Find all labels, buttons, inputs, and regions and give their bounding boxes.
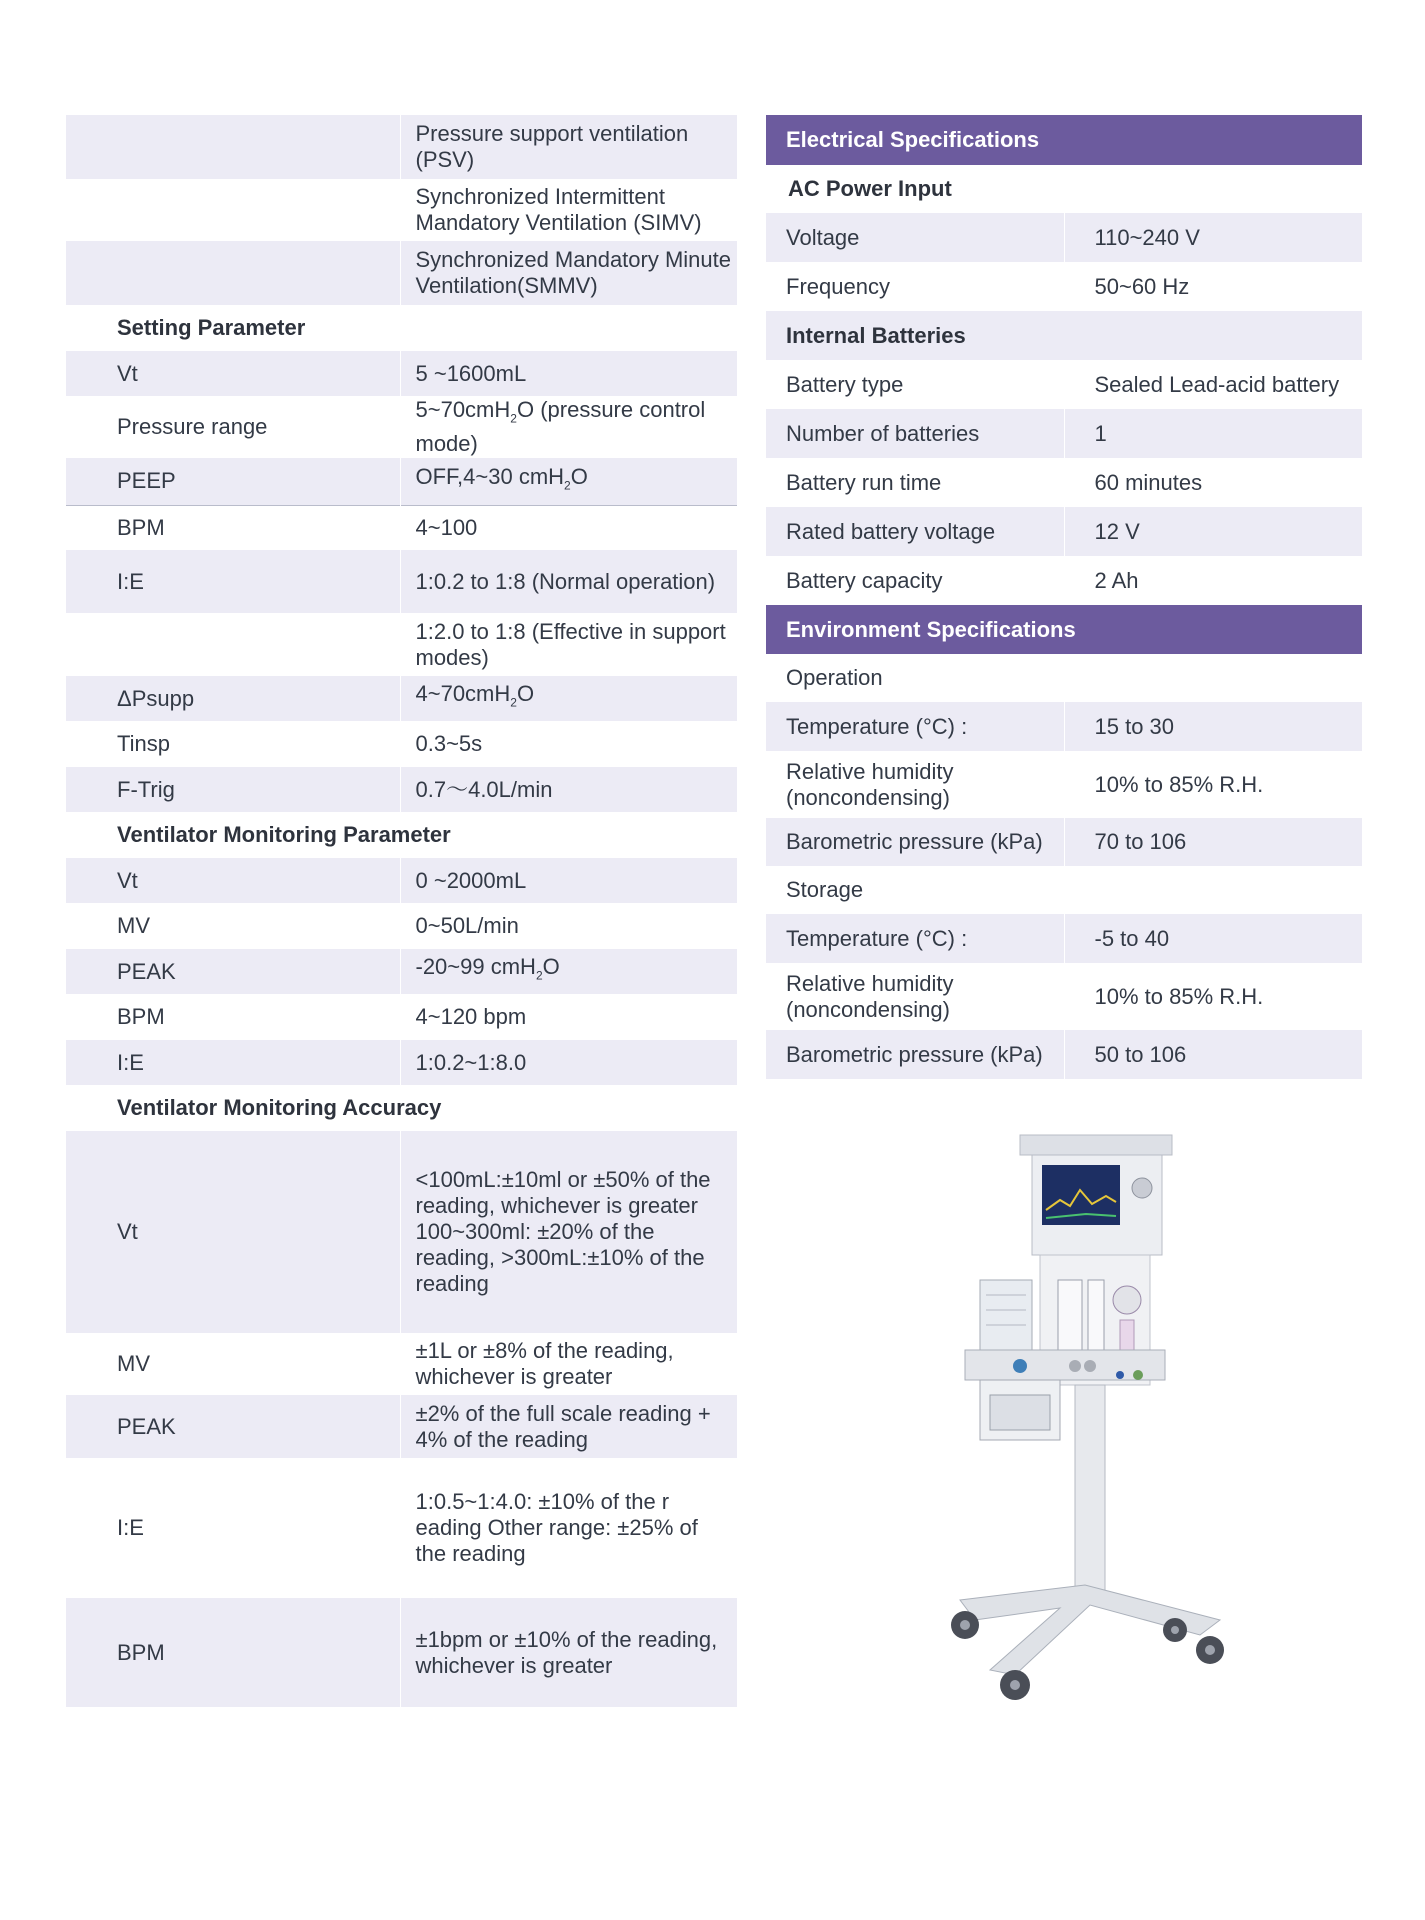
param-label: Vt xyxy=(66,351,400,396)
table-row xyxy=(66,903,737,949)
param-label: MV xyxy=(66,1333,400,1395)
section-row xyxy=(66,812,737,858)
spec-value: 2 Ah xyxy=(1064,556,1362,605)
table-row xyxy=(766,702,1362,751)
param-label: ΔPsupp xyxy=(66,676,400,721)
param-label: I:E xyxy=(66,1040,400,1085)
spec-label: Battery type xyxy=(766,360,1064,409)
table-row xyxy=(66,949,737,994)
ventilation-spec-table xyxy=(66,115,737,1707)
section-row xyxy=(766,165,1362,213)
param-value: ±1L or ±8% of the reading, whichever is greater xyxy=(400,1333,737,1395)
table-row xyxy=(766,914,1362,963)
electrical-header: Electrical Specifications xyxy=(766,115,1362,165)
param-value: 0 ~2000mL xyxy=(400,858,737,903)
spec-label: Temperature (°C) : xyxy=(766,914,1064,963)
param-value: 0~50L/min xyxy=(400,903,737,949)
spec-label: Temperature (°C) : xyxy=(766,702,1064,751)
table-row xyxy=(766,507,1362,556)
spec-value: 15 to 30 xyxy=(1064,702,1362,751)
section-title: Ventilator Monitoring Parameter xyxy=(66,812,737,858)
spec-value: 10% to 85% R.H. xyxy=(1064,963,1362,1030)
table-row xyxy=(766,818,1362,866)
mode-row xyxy=(66,179,737,241)
spec-value: 110~240 V xyxy=(1064,213,1362,262)
table-row xyxy=(766,866,1362,914)
table-row xyxy=(766,1030,1362,1079)
table-row xyxy=(66,721,737,767)
section-row xyxy=(66,305,737,351)
table-row xyxy=(766,654,1362,702)
table-row xyxy=(766,360,1362,409)
param-label: PEAK xyxy=(66,1395,400,1458)
spec-label: Frequency xyxy=(766,262,1064,311)
param-value: 0.3~5s xyxy=(400,721,737,767)
spec-value: Sealed Lead-acid battery xyxy=(1064,360,1362,409)
param-label: I:E xyxy=(66,1458,400,1598)
spec-value: 50~60 Hz xyxy=(1064,262,1362,311)
spec-label: Barometric pressure (kPa) xyxy=(766,818,1064,866)
param-value: 1:0.2 to 1:8 (Normal operation) xyxy=(400,550,737,613)
table-row xyxy=(66,550,737,613)
param-value: ±2% of the full scale reading + 4% of the reading xyxy=(400,1395,737,1458)
table-row xyxy=(66,994,737,1040)
param-value: 4~100 xyxy=(400,505,737,550)
spec-label: Barometric pressure (kPa) xyxy=(766,1030,1064,1079)
param-label: MV xyxy=(66,903,400,949)
spec-label: Rated battery voltage xyxy=(766,507,1064,556)
header-row xyxy=(766,605,1362,654)
param-value: 0.7～4.0L/min xyxy=(400,767,737,812)
spec-label: Operation xyxy=(766,654,1064,702)
table-row xyxy=(66,1458,737,1598)
specifications-table xyxy=(766,115,1362,1079)
param-label: F-Trig xyxy=(66,767,400,812)
param-label: Pressure range xyxy=(66,396,400,458)
mode-row xyxy=(66,241,737,305)
table-row xyxy=(66,1598,737,1707)
param-value: <100mL:±10ml or ±50% of the reading, whichever is greater 100~300ml: ±20% of the reading, >300mL:±10% of the reading xyxy=(400,1131,737,1333)
mode-value: Pressure support ventilation (PSV) xyxy=(400,115,737,179)
spec-value: 12 V xyxy=(1064,507,1362,556)
table-row xyxy=(66,858,737,903)
table-row xyxy=(766,262,1362,311)
table-row xyxy=(766,963,1362,1030)
param-label: Vt xyxy=(66,1131,400,1333)
header-row xyxy=(766,115,1362,165)
param-value: 5 ~1600mL xyxy=(400,351,737,396)
param-label: Vt xyxy=(66,858,400,903)
spec-label: Battery capacity xyxy=(766,556,1064,605)
param-value: OFF,4~30 cmH$_2$O xyxy=(400,458,737,505)
environment-header: Environment Specifications xyxy=(766,605,1362,654)
section-title: Internal Batteries xyxy=(766,311,1362,360)
param-label: I:E xyxy=(66,550,400,613)
anesthesia-machine-illustration xyxy=(920,1130,1250,1710)
spec-value: 1 xyxy=(1064,409,1362,458)
spec-value: 50 to 106 xyxy=(1064,1030,1362,1079)
spec-label: Relative humidity (noncondensing) xyxy=(766,751,1064,818)
section-row xyxy=(66,1085,737,1131)
table-row xyxy=(66,767,737,812)
spec-value: 60 minutes xyxy=(1064,458,1362,507)
param-value: 5~70cmH$_2$O (pressure control mode) xyxy=(400,396,737,458)
table-row xyxy=(66,1395,737,1458)
table-row xyxy=(766,409,1362,458)
param-label: BPM xyxy=(66,994,400,1040)
param-label: PEEP xyxy=(66,458,400,505)
param-label: BPM xyxy=(66,1598,400,1707)
section-title: AC Power Input xyxy=(766,165,1362,213)
table-row xyxy=(766,751,1362,818)
table-row xyxy=(766,213,1362,262)
table-row xyxy=(66,1131,737,1333)
spec-label: Voltage xyxy=(766,213,1064,262)
param-label: Tinsp xyxy=(66,721,400,767)
table-row xyxy=(66,351,737,396)
table-row xyxy=(66,396,737,458)
spec-value: 70 to 106 xyxy=(1064,818,1362,866)
param-value: 1:2.0 to 1:8 (Effective in support modes) xyxy=(400,613,737,676)
mode-row xyxy=(66,115,737,179)
table-row xyxy=(66,458,737,505)
spec-label: Battery run time xyxy=(766,458,1064,507)
table-row xyxy=(66,613,737,676)
table-row xyxy=(766,556,1362,605)
section-row xyxy=(766,311,1362,360)
param-label xyxy=(66,613,400,676)
param-value: -20~99 cmH$_2$O xyxy=(400,949,737,994)
param-label: BPM xyxy=(66,505,400,550)
param-label: PEAK xyxy=(66,949,400,994)
table-row xyxy=(66,1040,737,1085)
mode-value: Synchronized Intermittent Mandatory Ventilation (SIMV) xyxy=(400,179,737,241)
param-value: 4~120 bpm xyxy=(400,994,737,1040)
section-title: Setting Parameter xyxy=(66,305,737,351)
spec-label: Storage xyxy=(766,866,1064,914)
section-title: Ventilator Monitoring Accuracy xyxy=(66,1085,737,1131)
mode-value: Synchronized Mandatory Minute Ventilation(SMMV) xyxy=(400,241,737,305)
table-row xyxy=(66,1333,737,1395)
param-value: ±1bpm or ±10% of the reading, whichever is greater xyxy=(400,1598,737,1707)
param-value: 4~70cmH$_2$O xyxy=(400,676,737,721)
spec-value: 10% to 85% R.H. xyxy=(1064,751,1362,818)
param-value: 1:0.5~1:4.0: ±10% of the r eading Other range: ±25% of the reading xyxy=(400,1458,737,1598)
spec-label: Relative humidity (noncondensing) xyxy=(766,963,1064,1030)
table-row xyxy=(766,458,1362,507)
param-value: 1:0.2~1:8.0 xyxy=(400,1040,737,1085)
table-row xyxy=(66,676,737,721)
table-row xyxy=(66,505,737,550)
spec-value: -5 to 40 xyxy=(1064,914,1362,963)
spec-label: Number of batteries xyxy=(766,409,1064,458)
